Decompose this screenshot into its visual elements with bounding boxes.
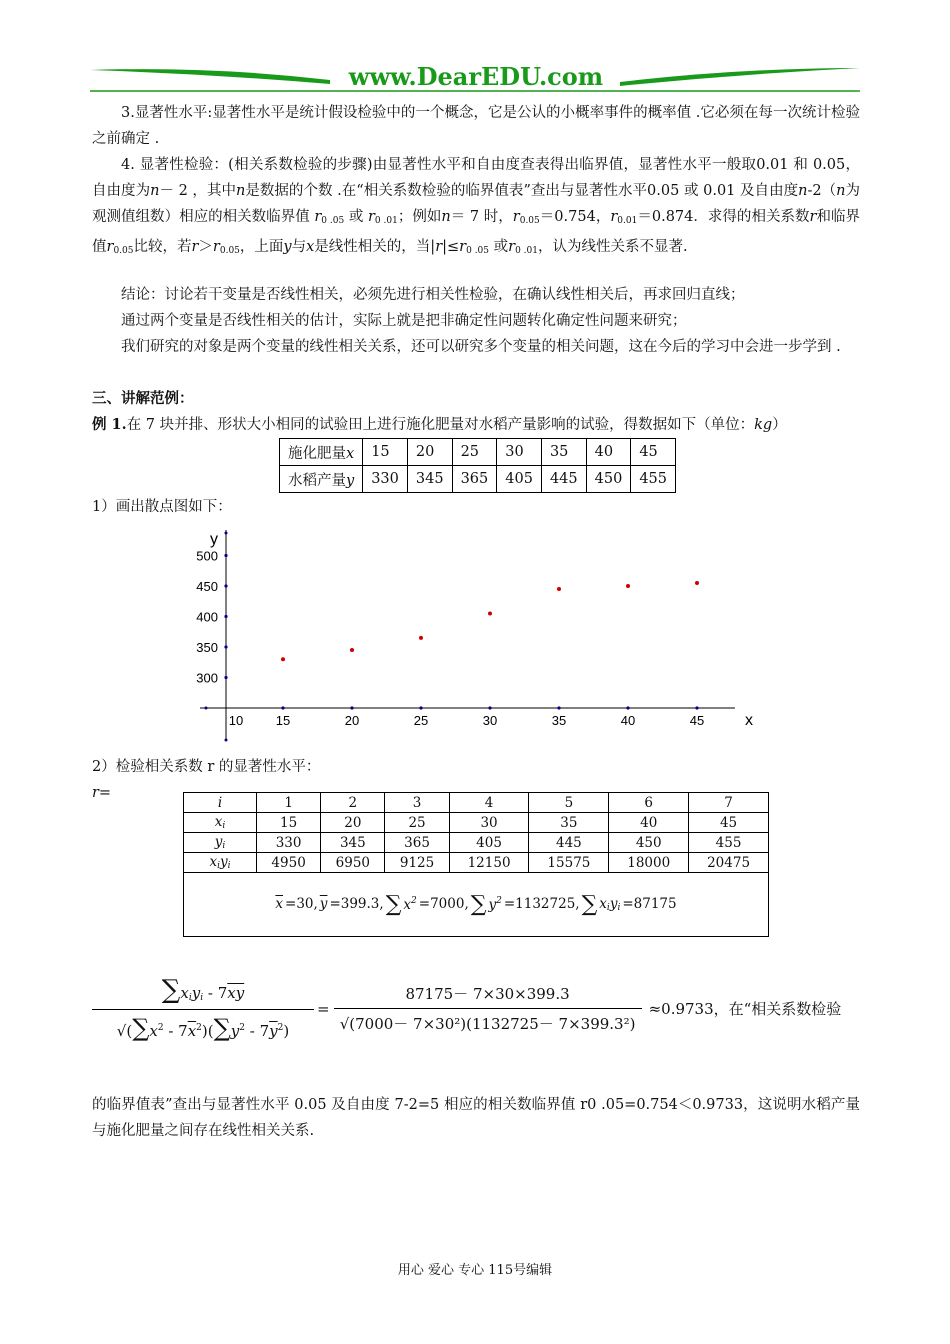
text-segment: |≤ [442, 239, 460, 255]
data-point [281, 657, 285, 661]
x-tick [281, 706, 284, 709]
text-segment: r [191, 239, 199, 255]
summary-row: $\overline{x}$ =30, $\overline{y}$ =399.3, ∑ $x^2$ =7000, ∑ $y^2$ =1132725, ∑ $x_iy_i$ =87175 [275, 891, 677, 917]
text-segment: n [236, 183, 246, 199]
text-segment: r [459, 239, 467, 255]
data-point [557, 587, 561, 591]
text-segment: 或 [344, 209, 368, 225]
y-tick-label: 300 [196, 670, 218, 686]
data-point [695, 581, 699, 585]
text-segment: 是数据的个数 .在“相关系数检验的临界值表”查出与显著性水平0.05 或 0.01 及自由度 [245, 183, 799, 199]
text-segment: r [809, 209, 817, 225]
xbar-value: =30, [285, 896, 318, 912]
text-segment: ＞ [198, 239, 213, 255]
text-segment: 或 [489, 239, 509, 255]
text-segment: x [306, 239, 315, 255]
text-segment: kg [754, 417, 773, 433]
table-cell: 450 [586, 466, 631, 493]
x-tick-label: 15 [275, 713, 291, 728]
x-tick [488, 706, 491, 709]
data-point [488, 611, 492, 615]
table-cell: 15 [257, 813, 321, 833]
table-cell: 20 [321, 813, 385, 833]
table-cell: 2 [321, 793, 385, 813]
text-segment: r [212, 239, 220, 255]
header-logo [90, 62, 860, 94]
table-cell: 30 [449, 813, 529, 833]
table-cell: 12150 [449, 853, 529, 873]
table-cell: 30 [497, 439, 542, 466]
step1-text: 1）画出散点图如下： [92, 499, 232, 515]
table-cell: 345 [321, 833, 385, 853]
table-cell: 4950 [257, 853, 321, 873]
step2-text: 2）检验相关系数 r 的显著性水平： [92, 759, 321, 775]
text-segment: n [798, 183, 808, 199]
table-cell: 365 [385, 833, 449, 853]
table-cell: i [184, 793, 257, 813]
table-row [280, 466, 676, 493]
table-cell: $y_i$ [184, 833, 257, 853]
table-cell: 45 [631, 439, 676, 466]
text-segment: 0.05 [519, 216, 540, 226]
table-cell: 9125 [385, 853, 449, 873]
paragraph [92, 100, 860, 152]
table-cell: 18000 [609, 853, 689, 873]
y-axis-label: y [210, 531, 218, 548]
table-cell: 7 [689, 793, 769, 813]
text-segment: ＝ 7 时， [450, 209, 513, 225]
ybar-value: =399.3, [329, 896, 384, 912]
x-tick [350, 706, 353, 709]
paragraph [92, 308, 860, 334]
x-tick-label: 45 [689, 713, 705, 728]
r-label: r= [92, 785, 112, 801]
text-segment: 0 .05 [321, 216, 345, 226]
table-cell: 20 [407, 439, 452, 466]
table-cell: 405 [449, 833, 529, 853]
text-segment: 为观测值组数）相应的相关数临界值 [92, 183, 861, 225]
x-tick-label: 35 [551, 713, 567, 728]
text-segment: r [314, 209, 322, 225]
table-cell: 445 [529, 833, 609, 853]
table-cell: 25 [452, 439, 497, 466]
formula-result: ≈0.9733，在“相关系数检验 [648, 1000, 842, 1018]
table-cell: 25 [385, 813, 449, 833]
text-segment: ＝0.874．求得的相关系数 [637, 209, 810, 225]
text-segment: 我们研究的对象是两个变量的线性相关关系，还可以研究多个变量的相关问题，这在今后的学习中会进一步学到 . [121, 339, 841, 355]
table-row [184, 793, 769, 813]
scatter-chart [190, 525, 770, 750]
table-cell: 6950 [321, 853, 385, 873]
table-cell: 450 [609, 833, 689, 853]
text-segment: 0.01 [617, 216, 638, 226]
table-cell: 330 [257, 833, 321, 853]
table-cell: 455 [631, 466, 676, 493]
text-segment: r [610, 209, 618, 225]
table-cell: 5 [529, 793, 609, 813]
text-segment: r [106, 239, 114, 255]
sum-x2-value: =7000, [418, 896, 469, 912]
text-segment: ；例如 [397, 209, 442, 225]
x-axis-label: x [745, 712, 753, 729]
table-cell: 330 [363, 466, 408, 493]
table-cell: 4 [449, 793, 529, 813]
correlation-formula: $\frac{\sum x_iy_i - 7\overline{xy}}{√(\sum x^2 - 7\overline{x}^2)(\sum y^2 - 7\overline{y}^2)}$ = $\frac{87175- 7\times 30\times 399.3}{\text{√(7000－ 7×30²)(1132725－ 7×399.3²)}}$ ≈0.9733，在“相关系数检验 [92, 975, 872, 1042]
table-cell: 3 [385, 793, 449, 813]
text-segment: r [508, 239, 516, 255]
text-segment: ） [772, 417, 787, 433]
text-segment: 0 .05 [466, 246, 490, 256]
y-tick-label: 400 [196, 609, 218, 625]
axis-point [225, 532, 228, 535]
table-cell: 15575 [529, 853, 609, 873]
table-cell: 455 [689, 833, 769, 853]
text-segment: 4. 显著性检验：(相关系数检验的步骤)由显著性水平和自由度查表得出临界值，显著性水平一般取0.01 和 0.05，自由度为 [92, 157, 860, 199]
y-tick [224, 645, 227, 648]
y-tick [224, 615, 227, 618]
conclusion-text: 的临界值表”查出与显著性水平 0.05 及自由度 7-2=5 相应的相关数临界值 r0 .05=0.754＜0.9733，这说明水稻产量与施化肥量之间存在线性相关关系. [92, 1097, 860, 1139]
table-cell: 40 [609, 813, 689, 833]
text-segment: 例 1. [92, 416, 127, 433]
table-cell: 15 [363, 439, 408, 466]
table-cell: 40 [586, 439, 631, 466]
x-tick [557, 706, 560, 709]
y-tick-label: 500 [196, 548, 218, 564]
text-segment: ，上面 [239, 239, 284, 255]
y-tick [224, 676, 227, 679]
y-tick [224, 554, 227, 557]
text-segment: ＝0.754， [539, 209, 611, 225]
table-row [184, 813, 769, 833]
text-segment: 在 7 块并排、形状大小相同的试验田上进行施化肥量对水稻产量影响的试验，得数据如下（单位： [126, 417, 755, 433]
table-cell: 35 [541, 439, 586, 466]
sum-xy-value: =87175 [622, 896, 677, 912]
x-tick [695, 706, 698, 709]
text-segment: 三、讲解范例： [92, 390, 194, 407]
x-tick [626, 706, 629, 709]
table-row [184, 853, 769, 873]
axis-point [205, 707, 208, 710]
text-segment: 比较，若 [133, 239, 192, 255]
data-table [279, 438, 676, 493]
table-cell: $x_i$ [184, 813, 257, 833]
table-cell: 365 [452, 466, 497, 493]
formula-numerator: 87175－ 7×30×399.3 [334, 983, 642, 1009]
text-segment: 0 .01 [374, 216, 398, 226]
paragraph [92, 282, 860, 308]
logo-text: www.DearEDU.com [348, 62, 604, 91]
x-tick-label: 10 [228, 713, 244, 728]
x-tick [419, 706, 422, 709]
x-tick-label: 25 [413, 713, 429, 728]
text-segment: 和临界值 [92, 209, 860, 255]
data-point [350, 648, 354, 652]
paragraph [92, 152, 860, 264]
text-segment: 0.05 [113, 246, 134, 256]
text-segment: － 2 ，其中 [159, 183, 236, 199]
x-tick-label: 30 [482, 713, 498, 728]
formula-denominator-text: (7000－ 7×30²)(1132725－ 7×399.3²) [349, 1015, 636, 1033]
y-tick-label: 350 [196, 640, 218, 655]
sum-y2-value: =1132725, [503, 896, 580, 912]
text-segment: 3.显著性水平:显著性水平是统计假设检验中的一个概念，它是公认的小概率事件的概率值 .它必须在每一次统计检验之前确定 . [92, 105, 860, 147]
y-tick [224, 584, 227, 587]
computation-table [183, 792, 769, 937]
table-row [184, 833, 769, 853]
table-cell: 6 [609, 793, 689, 813]
table-cell: $x_iy_i$ [184, 853, 257, 873]
x-tick-label: 20 [344, 713, 360, 728]
table-cell: 45 [689, 813, 769, 833]
data-point [626, 584, 630, 588]
text-segment: r [367, 209, 375, 225]
row-label: 水稻产量y [280, 466, 363, 493]
x-tick-label: 40 [620, 713, 636, 728]
axis-point [225, 739, 228, 742]
text-segment: n [836, 183, 846, 199]
table-cell: 35 [529, 813, 609, 833]
table-cell: 20475 [689, 853, 769, 873]
paragraph [92, 386, 860, 412]
table-cell: 445 [541, 466, 586, 493]
text-segment: 与 [291, 239, 307, 255]
text-segment: r [512, 209, 520, 225]
text-segment: ，认为线性关系不显著. [537, 239, 688, 255]
table-row [280, 439, 676, 466]
text-segment: 通过两个变量是否线性相关的估计，实际上就是把非确定性问题转化确定性问题来研究； [121, 313, 687, 329]
footer: 用心 爱心 专心 115号编辑 [397, 1263, 553, 1278]
table-cell: 1 [257, 793, 321, 813]
row-label: 施化肥量x [280, 439, 363, 466]
text-segment: 0.05 [219, 246, 240, 256]
table-cell: 405 [497, 466, 542, 493]
text-segment: r [435, 239, 443, 255]
formula-denominator: √(7000－ 7×30²)(1132725－ 7×399.3²) [339, 1015, 636, 1033]
y-tick-label: 450 [196, 579, 218, 594]
table-cell: 345 [407, 466, 452, 493]
data-point [419, 636, 423, 640]
text-segment: 结论：讨论若干变量是否线性相关，必须先进行相关性检验，在确认线性相关后，再求回归直线； [121, 287, 745, 303]
text-segment: n [150, 183, 160, 199]
text-segment: 0 .01 [515, 246, 538, 256]
text-segment: n [441, 209, 451, 225]
text-segment: y [283, 239, 292, 255]
paragraph [92, 412, 860, 438]
paragraph [92, 334, 860, 360]
text-segment: 是线性相关的，当| [314, 239, 436, 255]
text-segment: -2（ [807, 183, 837, 199]
